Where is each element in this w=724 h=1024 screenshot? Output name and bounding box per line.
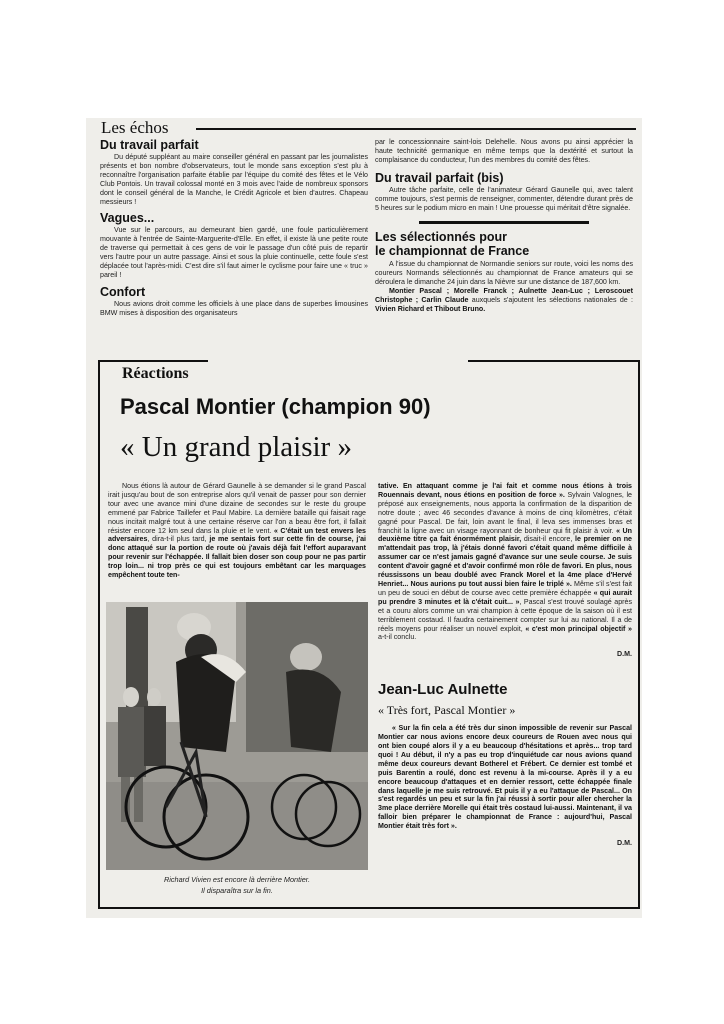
sidebar-body: « Sur la fin cela a été très dur sinon impossible de revenir sur Pascal Montier car nous avions encore deux coureurs de Rouen avec nous qui ont bien coupé alors il y a eu beaucoup d'hésitations et après... trop tard quoi ! Au début, il n'y a pas eu trop d'inquiétude car nous avions quand même deux coureurs devant Botherel et Frébert. Ce dernier est tombé et puis Barentin a roulé, donc est revenu à la mi-course. Après il y a eu encore beaucoup d'attaques et en dernier ressort, cette échappée finale dans laquelle je me suis retrouvé. Et puis il y a eu l'attaque de Pascal... On s'est regardés un peu et sur la fin j'ai réussi à sortir pour aller chercher la 3me place derrière Morelle qui était très costaud lui-aussi. Maintenant, il va falloir bien préparer le championnat de France : aujourd'hui, Pascal Montier était très fort ».: [378, 724, 632, 831]
article-signature: D.M.: [617, 650, 632, 659]
text-run: Même s'il s'est fait un peu de souci en début de course avec cette première échappée: [378, 579, 632, 597]
article-body-left: [108, 482, 366, 580]
photo-caption: [106, 874, 368, 896]
article-body: Autre tâche parfaite, celle de l'animateur Gérard Gaunelle qui, avec talent comme toujours, s'est permis de renseigner, commenter, détendre durant près de 5 heures sur le podium micro en main ! Une prouesse qui méritait d'être signalée.: [375, 185, 633, 212]
rubric-rule: [196, 128, 636, 130]
article-body: Nous avions droit comme les officiels à une place dans de superbes limousines BMW mises à disposition des organisateurs: [100, 299, 368, 317]
article-heading: Du travail parfait: [100, 138, 199, 152]
text-run: , dira-t-il plus tard,: [147, 535, 210, 544]
photo-caption-line1: Richard Vivien est encore là derrière Montier.: [163, 875, 310, 884]
article-quote-title: « Un grand plaisir »: [120, 431, 352, 463]
selection-body: A l'issue du championnat de Normandie seniors sur route, voici les noms des coureurs Normands sélectionnés au championnat de France amateurs qui se déroulera le dimanche 24 juin dans la Nièvre sur une distance de 187,600 km.: [375, 260, 633, 287]
sidebar-signature: D.M.: [617, 839, 632, 848]
section-divider: [419, 221, 589, 224]
text-run: Sylvain Valognes, le préposé aux enseignements, nous apporta la confirmation de la disparition de notre doute ; avec 46 secondes d'avance à moins de cinq kilomètres, c'était gagné pour Pascal. De fait, loin avant le final, il leva ses immenses bras et franchit la ligne avec un visage rayonnant de bonheur qui fit plaisir à voir.: [378, 490, 632, 535]
sidebar-article: [378, 681, 632, 848]
echo-article: [100, 138, 368, 206]
bold-quote-run: « c'est mon principal objectif »: [525, 624, 632, 633]
section-kicker: Réactions: [122, 365, 189, 382]
bold-quote-run: « qui aurait pu prendre 3 minutes et là c'était cuit... »: [378, 588, 633, 606]
article-continuation: par le concessionnaire saint-lois Delehelle. Nous avons pu ainsi apprécier la haute technicité germanique en même temps que la dextérité et surtout la complaisance du conducteur, l'un des membres du comité des fêtes.: [375, 138, 633, 164]
selection-heading-line2: le championnat de France: [375, 244, 530, 259]
selection-article: [375, 230, 633, 313]
bold-quote-run: je me sentais fort sur cette fin de course, j'ai donc attaqué sur la portion de route où j'avais déjà fait l'effort auparavant pour revenir sur l'échappée. Il fallait bien doser son coup pour ne pas partir trop loin... ni trop près ce qui est toujours embêtant car les marquages empêchent toute ten-: [108, 535, 366, 580]
bold-quote-run: le premier on ne m'attendait pas trop, là j'étais donné favori c'était quand même difficile à assumer car ce n'est jamais gagné d'avance sur une seule course. Je suis content d'avoir gagné et d'avoir confirmé mon rôle de favori. En plus, nous réussissons un beau doublé avec Franck Morel et la 4me place d'Hervé Henriet... Nous aurions pu tout aussi bien faire le triplé ».: [378, 535, 633, 588]
box-top-gap: [208, 358, 468, 362]
selection-names-connector: auxquels s'ajoutent les sélections nationales de :: [468, 296, 633, 305]
text-run: , Pascal s'est trouvé soulagé après et a couru alors comme un vrai champion à cette époque de la saison où il est terriblement costaud. Il faudra certainement compter sur lui au national. Il a de réels moyens pour réaliser un nouvel exploit,: [378, 597, 632, 633]
article-heading: Confort: [100, 284, 146, 299]
text-run: disait-il encore,: [521, 535, 576, 544]
sidebar-quote-title: « Très fort, Pascal Montier »: [378, 703, 516, 718]
article-body-right: [378, 482, 632, 848]
echo-article: [100, 285, 368, 318]
selection-heading-line1: Les sélectionnés pour: [375, 230, 507, 245]
selection-names: Montier Pascal ; Morelle Franck ; Aulnette Jean-Luc ; Leroscouet Christophe ; Carlin Claude: [375, 287, 633, 305]
article-paragraph: [378, 482, 632, 642]
article-title: Pascal Montier (champion 90): [120, 394, 431, 419]
echos-left-column: [100, 136, 368, 318]
article-body: Du député suppléant au maire conseiller général en passant par les journalistes présents et bon nombre d'observateurs, tout le monde sans exception s'est plu à reconnaître l'organisation parfaite établie par l'équipe du comité des fêtes et le Vélo Club Pontois. Un travail colossal monté en 3 mois avec l'aide de nombreux sponsors dont le conseil général de la Manche, le Crédit Agricole et bien d'autres. Chapeau messieurs !: [100, 153, 368, 206]
bold-quote-run: tative. En attaquant comme je l'ai fait et comme nous étions à trois Rouennais devant, nous étions en position de force ».: [378, 482, 632, 499]
race-photo: [106, 602, 368, 870]
reactions-box: [98, 360, 640, 909]
text-run: a-t-il conclu.: [378, 633, 417, 642]
article-heading: Vagues...: [100, 211, 155, 226]
sidebar-heading: Jean-Luc Aulnette: [378, 681, 508, 699]
article-body: Vue sur le parcours, au demeurant bien gardé, une foule particulièrement mouvante à l'entrée de Sainte-Marguerite-d'Elle. En effet, il existe là une petite route de traverse qui permettait à ces gens de voir le passage d'un côté puis de repartir vers l'autre pour un autre passage. Ainsi et sous la pluie continuelle, cette foule s'est déplacée tout l'après-midi. C'est dire s'il faut aimer le cyclisme pour faire une « truc » pareil !: [100, 226, 368, 279]
section-rubric: Les échos: [101, 118, 169, 137]
article-paragraph: [108, 482, 366, 580]
echos-right-column: [375, 136, 633, 314]
text-run: Nous étions là autour de Gérard Gaunelle à se demander si le grand Pascal irait jusqu'au bout de son entreprise alors qu'il venait de passer pour son dernier tour avec une avance mini d'une dizaine de secondes sur le reste du groupe emmené par Fabrice Taillefer et Paul Mabire. La dernière bataille qui faisait rage nous incitait malgré tout à une certaine réserve car l'on a beau être fort, il fallait résister encore 12 km seul dans la pluie et le vent.: [108, 482, 366, 535]
selection-national-names: Vivien Richard et Thibout Bruno.: [375, 304, 486, 313]
newspaper-page: [86, 118, 642, 918]
echo-article: [100, 211, 368, 279]
cyclists-photo-illustration: [106, 602, 368, 870]
echo-article: [375, 171, 633, 213]
article-heading: Du travail parfait (bis): [375, 170, 504, 185]
bold-quote-run: « C'était un test envers les adversaires: [108, 526, 366, 544]
photo-caption-line2: Il disparaîtra sur la fin.: [201, 886, 273, 895]
bold-quote-run: « Un deuxième titre ça fait énormément plaisir,: [378, 526, 632, 544]
